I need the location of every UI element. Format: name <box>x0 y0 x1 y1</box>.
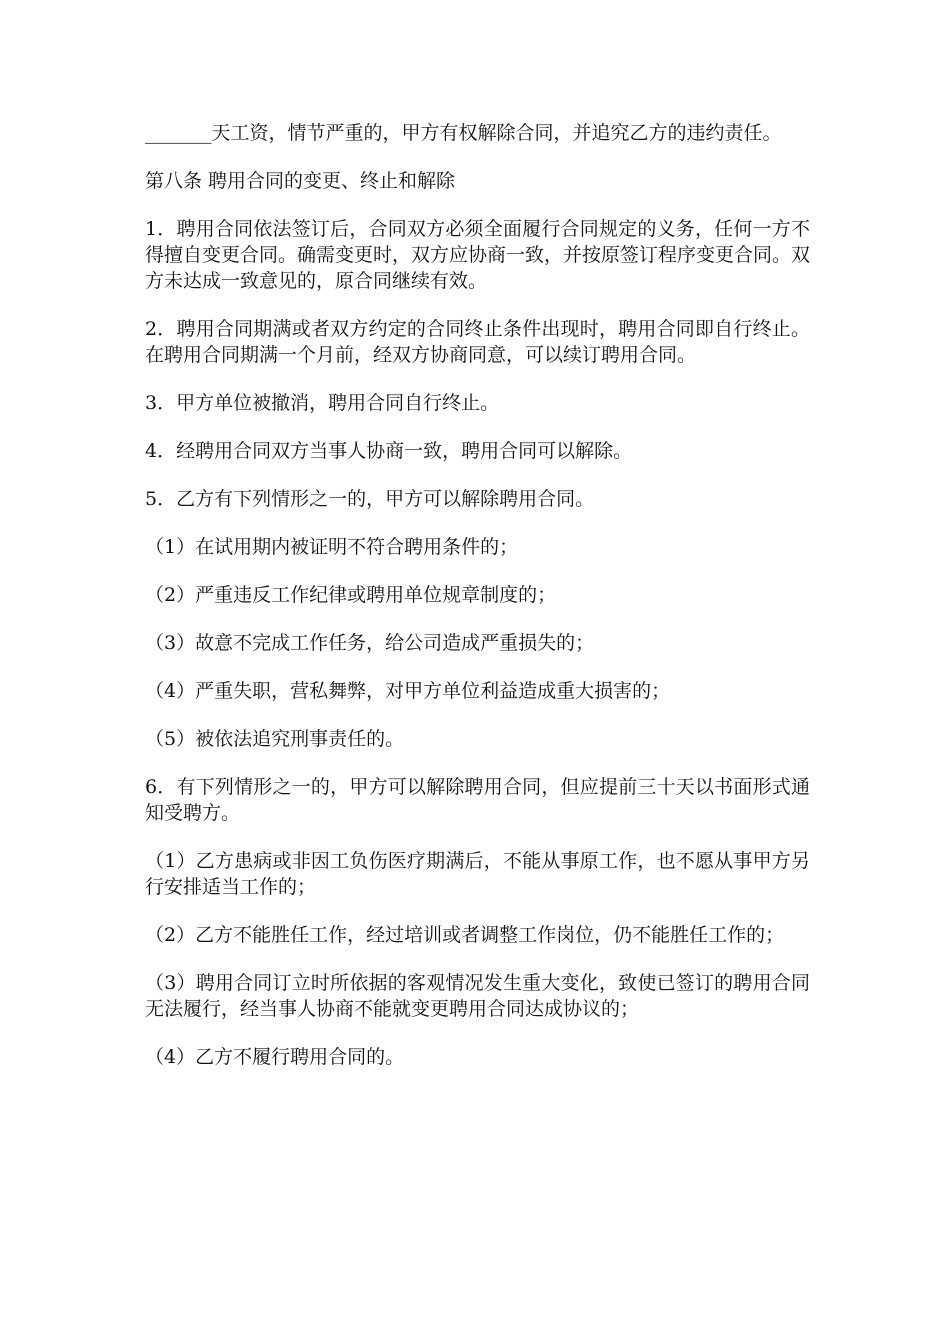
paragraph-continuation: _______天工资，情节严重的，甲方有权解除合同，并追究乙方的违约责任。 <box>145 122 782 144</box>
clause-5-item-1: （1）在试用期内被证明不符合聘用条件的； <box>145 536 519 558</box>
clause-4: 4．经聘用合同双方当事人协商一致，聘用合同可以解除。 <box>145 440 633 462</box>
clause-6-item-3: （3）聘用合同订立时所依据的客观情况发生重大变化，致使已签订的聘用合同无法履行，经当事人协商不能就变更聘用合同达成协议的； <box>145 972 810 1020</box>
document-page <box>145 120 810 1092</box>
clause-5-item-5: （5）被依法追究刑事责任的。 <box>145 728 405 750</box>
article-8-heading: 第八条 聘用合同的变更、终止和解除 <box>145 170 456 192</box>
clause-3: 3．甲方单位被撤消，聘用合同自行终止。 <box>145 392 500 414</box>
clause-6-item-4: （4）乙方不履行聘用合同的。 <box>145 1046 405 1068</box>
clause-6: 6．有下列情形之一的，甲方可以解除聘用合同，但应提前三十天以书面形式通知受聘方。 <box>145 776 810 824</box>
clause-6-item-2: （2）乙方不能胜任工作，经过培训或者调整工作岗位，仍不能胜任工作的； <box>145 924 785 946</box>
clause-5: 5．乙方有下列情形之一的，甲方可以解除聘用合同。 <box>145 488 595 510</box>
clause-1: 1．聘用合同依法签订后，合同双方必须全面履行合同规定的义务，任何一方不得擅自变更合同。确需变更时，双方应协商一致，并按原签订程序变更合同。双方未达成一致意见的，原合同继续有效。 <box>145 218 811 292</box>
clause-5-item-3: （3）故意不完成工作任务，给公司造成严重损失的； <box>145 632 595 654</box>
clause-2: 2．聘用合同期满或者双方约定的合同终止条件出现时，聘用合同即自行终止。在聘用合同期满一个月前，经双方协商同意，可以续订聘用合同。 <box>145 318 810 366</box>
clause-5-item-2: （2）严重违反工作纪律或聘用单位规章制度的； <box>145 584 557 606</box>
clause-6-item-1: （1）乙方患病或非因工负伤医疗期满后，不能从事原工作，也不愿从事甲方另行安排适当工作的； <box>145 850 810 898</box>
clause-5-item-4: （4）严重失职，营私舞弊，对甲方单位利益造成重大损害的； <box>145 680 671 702</box>
